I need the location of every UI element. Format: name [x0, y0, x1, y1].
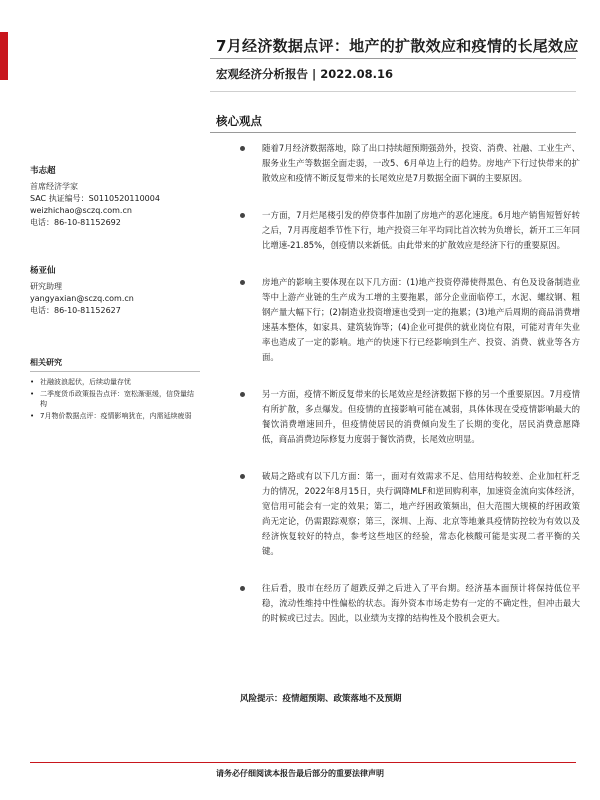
- key-point-text: 往后看，股市在经历了超跌反弹之后进入了平台期。经济基本面预计将保持低位平稳，流动性维持中性偏松的状态。海外资本市场走势有一定的不确定性，但冲击最大的时候或已过去。因此，以业绩为支撑的结构性及个股机会更大。: [262, 583, 580, 623]
- analyst-card: [30, 165, 190, 229]
- risk-warning: 风险提示：疫情超预期、政策落地不及预期: [240, 694, 402, 704]
- key-point: [240, 141, 580, 186]
- key-point: [240, 581, 580, 626]
- key-point: [240, 469, 580, 559]
- key-point: [240, 275, 580, 365]
- key-point-text: 另一方面，疫情不断反复带来的长尾效应是经济数据下修的另一个重要原因。7月疫情有所扩散，多点爆发。但疫情的直接影响可能在减弱，具体体现在受疫情影响最大的餐饮消费增速回升，但疫情使居民的消费倾向发生了长期的变化，居民消费意愿降低，商品消费边际修复力度弱于餐饮消费，长尾效应明显。: [262, 389, 580, 444]
- section-divider: [210, 132, 576, 133]
- legal-disclaimer: 请务必仔细阅读本报告最后部分的重要法律声明: [216, 769, 384, 778]
- related-research-item[interactable]: • 社融波浪起伏，后续动量存忧: [30, 377, 200, 387]
- key-points-list: [240, 141, 580, 626]
- bullet-dot-icon: [240, 280, 245, 285]
- analyst-sidebar: [30, 165, 190, 353]
- analyst-role: 研究助理: [30, 282, 62, 291]
- related-research-item[interactable]: • 7月物价数据点评：疫情影响犹在，内需延续疲弱: [30, 411, 200, 421]
- analyst-name: 杨亚仙: [30, 266, 56, 276]
- key-point-text: 破局之路或有以下几方面：第一，面对有效需求不足、信用结构较差、企业加杠杆乏力的情况，2022年8月15日，央行调降MLF和逆回购利率，加速资金流向实体经济，宽信用可能会有一定的效果；第二，地产纾困政策频出，但大范围大规模的纾困政策尚无定论，仍需跟踪观察；第三，深圳、上海、北京等地兼具疫情防控较为有效以及经济恢复较好的特点，参考这些地区的经验，常态化核酸可能是实现二者平衡的关键。: [262, 471, 580, 556]
- bullet-dot-icon: [240, 586, 245, 591]
- key-point-text: 随着7月经济数据落地，除了出口持续超预期强劲外，投资、消费、社融、工业生产、服务业生产等数据全面走弱，一改5、6月单边上行的趋势。房地产下行过快带来的扩散效应和疫情不断反复带来的长尾效应是7月数据全面下调的主要原因。: [262, 143, 580, 183]
- analyst-email[interactable]: weizhichao@sczq.com.cn: [30, 206, 132, 215]
- key-point: [240, 208, 580, 253]
- analyst-name: 韦志超: [30, 166, 56, 176]
- report-title: 7月经济数据点评：地产的扩散效应和疫情的长尾效应: [216, 37, 579, 55]
- key-point-text: 房地产的影响主要体现在以下几方面：(1)地产投资停滞使得黑色、有色及设备制造业等中上游产业链的生产成为工增的主要拖累，部分企业面临停工，水泥、螺纹钢、粗钢产量大幅下行；(2)制造业投资增速也受到一定的拖累；(3)地产后周期的商品消费增速基本整体，如家具、建筑装饰等；(4)企业可提供的就业岗位有限，可能对青年失业率也造成了一定的影响。地产的快速下行已经影响到生产、投资、消费、就业等各方面。: [262, 277, 580, 362]
- related-research-item[interactable]: • 二季度货币政策报告点评：宽松渐驱缓，信贷量结构: [30, 389, 200, 409]
- bullet-dot-icon: [240, 146, 245, 151]
- bullet-dot-icon: [240, 474, 245, 479]
- footer-divider: [30, 762, 576, 763]
- analyst-email[interactable]: yangyaxian@sczq.com.cn: [30, 294, 134, 303]
- analyst-card: [30, 265, 190, 317]
- analyst-role: 首席经济学家: [30, 182, 78, 191]
- related-research: [30, 358, 200, 423]
- analyst-sac: SAC 执证编号：S0110520110004: [30, 194, 160, 203]
- bullet-dot-icon: [240, 392, 245, 397]
- section-heading: 核心观点: [216, 114, 262, 128]
- analyst-phone: 电话：86-10-81152692: [30, 218, 121, 227]
- bullet-dot-icon: [240, 213, 245, 218]
- analyst-phone: 电话：86-10-81152627: [30, 306, 121, 315]
- related-research-title: 相关研究: [30, 358, 200, 372]
- header-divider: [210, 58, 576, 59]
- header-accent-bar: [0, 32, 8, 80]
- key-point: [240, 387, 580, 447]
- subtitle-divider: [210, 91, 576, 92]
- report-subtitle: 宏观经济分析报告 | 2022.08.16: [216, 67, 393, 81]
- key-point-text: 一方面，7月烂尾楼引发的停贷事件加剧了房地产的恶化速度。6月地产销售短暂好转之后，7月再度超季节性下行，地产投资三年平均同比首次转为负增长，新开工三年同比增速-21.85%，创疫情以来新低。由此带来的扩散效应是经济下行的重要原因。: [262, 210, 580, 250]
